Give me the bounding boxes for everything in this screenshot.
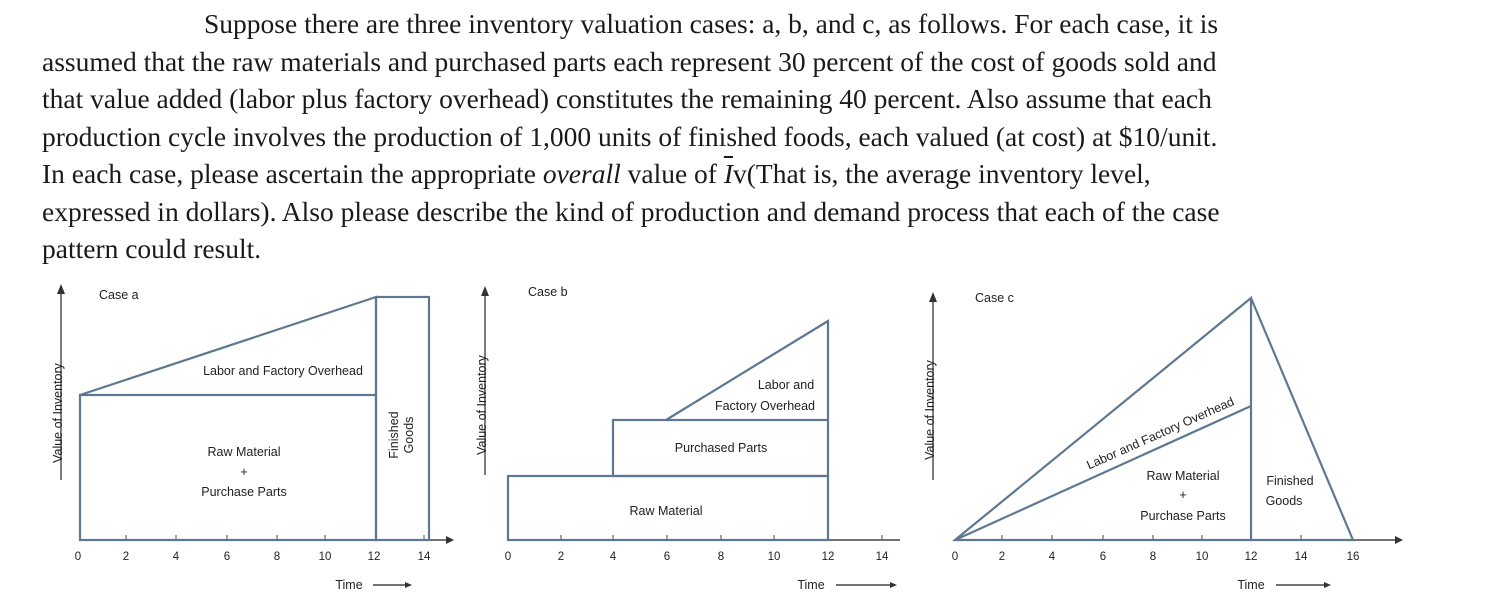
case-c-raw-label-2: Purchase Parts [1140, 509, 1226, 523]
case-b-tick-14: 14 [875, 551, 889, 563]
case-c-raw-label-1: Raw Material [1146, 469, 1220, 483]
case-b-tick-0: 0 [504, 551, 512, 563]
problem-line-2: assumed that the raw materials and purchased parts each represent 30 percent of the cost of goods sold and [42, 45, 1217, 77]
problem-line-5-pre: In each case, please ascertain the appropriate [42, 158, 543, 189]
case-b-purchased-label: Purchased Parts [674, 441, 768, 455]
case-b-raw-label: Raw Material [629, 504, 703, 518]
case-c-raw-label-plus: + [1179, 488, 1187, 502]
case-a-raw-material-block [80, 395, 376, 540]
case-c-tick-14: 14 [1294, 551, 1308, 563]
case-a-tick-14: 14 [417, 551, 431, 563]
problem-line-4: production cycle involves the production of 1,000 units of finished foods, each valued (at cost) at $10/unit. [42, 120, 1218, 152]
case-a-tick-12: 12 [367, 551, 381, 563]
case-a-time-arrow-head [405, 582, 412, 588]
case-a-tick-10: 10 [318, 551, 332, 563]
case-a-y-arrow [57, 284, 65, 294]
case-b-labor-label-1: Labor and [757, 378, 815, 392]
case-c-x-arrow-head [1395, 536, 1403, 544]
case-b-y-arrow [481, 286, 489, 296]
case-b-x-label: Time [797, 578, 825, 592]
case-a-figure [51, 284, 454, 592]
case-a-raw-label-2: Purchase Parts [201, 485, 287, 499]
case-c-time-arrow-head [1324, 582, 1331, 588]
case-c-tick-6: 6 [1099, 551, 1107, 563]
case-a-labor-triangle [80, 297, 376, 395]
case-c-title: Case c [975, 291, 1014, 305]
case-c-tick-4: 4 [1048, 551, 1056, 563]
case-c-tick-2: 2 [998, 551, 1006, 563]
case-a-tick-2: 2 [122, 551, 130, 563]
problem-line-1: Suppose there are three inventory valuation cases: a, b, and c, as follows. For each case, it is [204, 8, 1219, 39]
case-b-tick-6: 6 [663, 551, 671, 563]
case-a-tick-0: 0 [74, 551, 82, 563]
case-a-tick-4: 4 [172, 551, 180, 563]
case-b-labor-label-2: Factory Overhead [714, 399, 816, 413]
case-a-title: Case a [99, 288, 139, 302]
case-a-finished-label-2: Goods [402, 416, 416, 454]
case-c-tick-10: 10 [1195, 551, 1209, 563]
problem-line-5-mid: value of [620, 158, 724, 189]
case-a-finished-label-1: Finished [387, 411, 401, 459]
case-a-x-arrow-head [446, 536, 454, 544]
case-b-tick-8: 8 [717, 551, 725, 563]
case-a-tick-8: 8 [273, 551, 281, 563]
case-b-tick-10: 10 [767, 551, 781, 563]
case-b-tick-4: 4 [609, 551, 617, 563]
case-c-x-label: Time [1237, 578, 1265, 592]
case-c-finished-label-2: Goods [1265, 494, 1303, 508]
case-a-raw-label-1: Raw Material [207, 445, 281, 459]
case-a-x-label: Time [335, 578, 363, 592]
problem-line-6: expressed in dollars). Also please describe the kind of production and demand process that each of the case [42, 195, 1220, 227]
inventory-symbol: $\overline{I}$ [723, 158, 733, 189]
case-c-finished-label-1: Finished [1266, 474, 1314, 488]
case-a-raw-label-plus: + [240, 465, 248, 479]
case-c-labor-label: Labor and Factory Overhead [1084, 394, 1237, 473]
case-b-y-label: Value of Inventory [475, 355, 489, 455]
case-c-tick-0: 0 [951, 551, 959, 563]
problem-line-3: that value added (labor plus factory overhead) constitutes the remaining 40 percent. Also assume that each [42, 83, 1212, 114]
case-b-title: Case b [528, 285, 568, 299]
case-c-figure [923, 291, 1403, 592]
overall-emphasis: overall [542, 158, 621, 189]
case-c-y-label: Value of Inventory [923, 360, 937, 460]
case-b-tick-12: 12 [821, 551, 835, 563]
case-c-tick-8: 8 [1149, 551, 1157, 563]
case-a-y-label: Value of Inventory [51, 363, 65, 463]
case-b-figure [475, 285, 900, 592]
problem-line-5-post: v(That is, the average inventory level, [733, 158, 1151, 189]
problem-line-7: pattern could result. [42, 233, 262, 264]
case-c-tick-12: 12 [1244, 551, 1258, 563]
case-a-labor-label: Labor and Factory Overhead [203, 364, 363, 378]
case-b-tick-2: 2 [557, 551, 565, 563]
case-b-time-arrow-head [890, 582, 897, 588]
case-c-y-arrow [929, 292, 937, 302]
case-c-tick-16: 16 [1346, 551, 1360, 563]
case-a-tick-6: 6 [223, 551, 231, 563]
